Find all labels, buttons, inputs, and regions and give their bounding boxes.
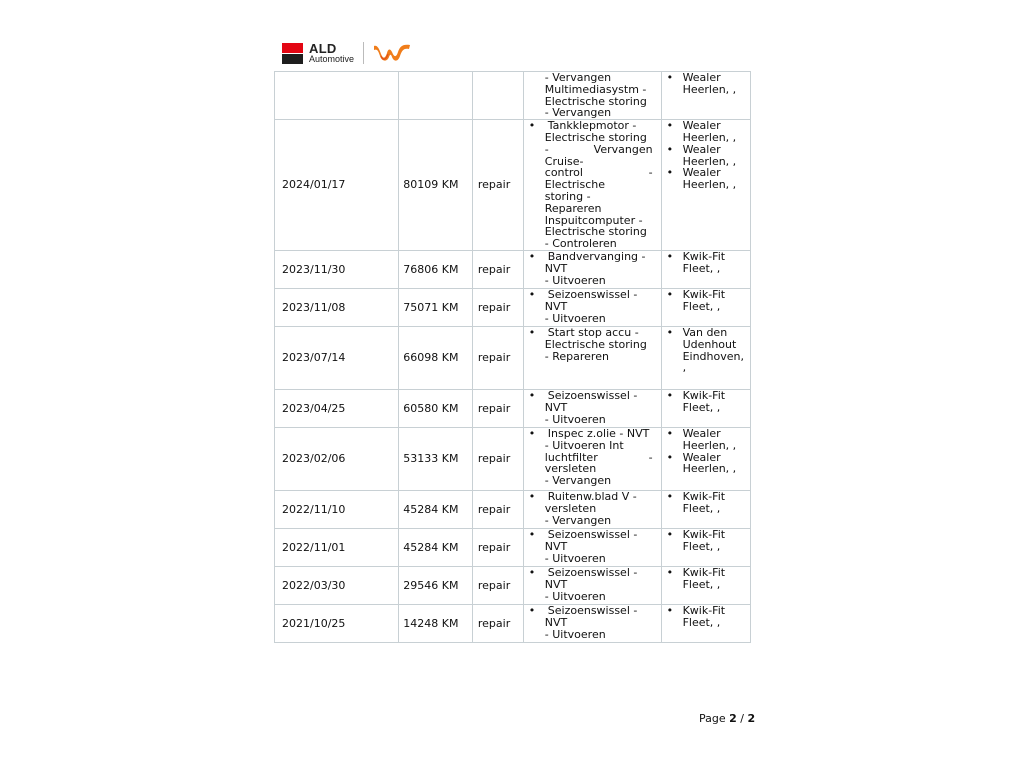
description-line: control - Electrische xyxy=(544,166,653,192)
table-row xyxy=(275,490,751,528)
description-line: NVT xyxy=(544,400,568,414)
description-line: - Uitvoeren xyxy=(544,412,606,426)
cell-workshop xyxy=(661,566,750,604)
cell-description xyxy=(523,326,661,389)
workshop-list xyxy=(667,120,744,191)
cell-type: repair xyxy=(472,288,523,326)
description-line: • Seizoenswissel - xyxy=(547,287,638,301)
description-list xyxy=(529,120,653,250)
description-item xyxy=(529,251,653,286)
description-line: • Tankklepmotor - xyxy=(547,119,637,133)
description-line: - Vervangen xyxy=(544,106,612,120)
cell-date: 2022/11/10 xyxy=(275,490,399,528)
description-item xyxy=(529,428,653,487)
cell-description xyxy=(523,427,661,490)
table-row xyxy=(275,250,751,288)
cell-mileage: 76806 KM xyxy=(399,250,473,288)
workshop-list xyxy=(667,251,744,275)
description-line: • Ruitenw.blad V - xyxy=(547,489,637,503)
cell-workshop xyxy=(661,250,750,288)
description-line: Inspuitcomputer - xyxy=(544,213,643,227)
cell-description xyxy=(523,566,661,604)
description-list xyxy=(529,567,653,602)
workshop-item: • Kwik-Fit Fleet, , xyxy=(667,491,744,515)
description-line: • Seizoenswissel - xyxy=(547,388,638,402)
table-row xyxy=(275,288,751,326)
description-list xyxy=(529,289,653,324)
w-logo-icon xyxy=(373,42,411,64)
description-item xyxy=(529,289,653,324)
description-line: Electrische storing xyxy=(544,225,647,239)
description-item xyxy=(529,567,653,602)
workshop-item: • Wealer Heerlen, , xyxy=(667,120,744,144)
description-list xyxy=(529,390,653,425)
workshop-item: • Van den Udenhout Eindhoven, , xyxy=(667,327,744,374)
cell-type: repair xyxy=(472,604,523,642)
cell-type: repair xyxy=(472,250,523,288)
cell-date: 2023/11/30 xyxy=(275,250,399,288)
workshop-item: • Wealer Heerlen, , xyxy=(667,167,744,191)
cell-type: repair xyxy=(472,528,523,566)
description-list xyxy=(529,605,653,640)
workshop-list xyxy=(667,327,744,374)
description-line: Electrische storing xyxy=(544,94,647,108)
workshop-list xyxy=(667,605,744,629)
cell-type: repair xyxy=(472,427,523,490)
workshop-list xyxy=(667,491,744,515)
page-indicator xyxy=(699,712,755,725)
description-line: Repareren xyxy=(544,201,602,215)
cell-description xyxy=(523,120,661,251)
workshop-item: • Kwik-Fit Fleet, , xyxy=(667,251,744,275)
description-line: - Uitvoeren Int xyxy=(544,438,624,452)
ald-brand-sub: Automotive xyxy=(309,54,355,64)
cell-workshop xyxy=(661,120,750,251)
ald-logo-text xyxy=(309,42,354,64)
description-line: • Seizoenswissel - xyxy=(547,527,638,541)
maintenance-history-table xyxy=(274,71,751,643)
cell-workshop xyxy=(661,72,750,120)
description-line: luchtfilter - versleten xyxy=(544,450,653,476)
cell-date: 2023/02/06 xyxy=(275,427,399,490)
cell-type: repair xyxy=(472,389,523,427)
description-line: NVT xyxy=(544,299,568,313)
description-line: Electrische storing xyxy=(544,337,647,351)
cell-description xyxy=(523,528,661,566)
cell-date: 2024/01/17 xyxy=(275,120,399,251)
table-row xyxy=(275,566,751,604)
cell-mileage: 45284 KM xyxy=(399,528,473,566)
description-line: - Uitvoeren xyxy=(544,551,606,565)
description-line: storing - xyxy=(544,189,591,203)
cell-workshop xyxy=(661,490,750,528)
cell-workshop xyxy=(661,326,750,389)
description-line: • Bandvervanging - xyxy=(547,249,646,263)
workshop-list xyxy=(667,529,744,553)
description-item xyxy=(529,491,653,526)
description-list xyxy=(529,428,653,487)
cell-description xyxy=(523,72,661,120)
workshop-list xyxy=(667,72,744,96)
cell-type: repair xyxy=(472,490,523,528)
description-line: - Vervangen xyxy=(544,513,612,527)
cell-mileage: 60580 KM xyxy=(399,389,473,427)
cell-mileage: 66098 KM xyxy=(399,326,473,389)
table-row xyxy=(275,389,751,427)
header-logos xyxy=(282,41,411,65)
description-line: NVT xyxy=(544,539,568,553)
workshop-item: • Kwik-Fit Fleet, , xyxy=(667,390,744,414)
workshop-item: • Wealer Heerlen, , xyxy=(667,452,744,476)
description-item xyxy=(529,327,653,362)
workshop-list xyxy=(667,390,744,414)
description-item xyxy=(529,390,653,425)
workshop-item: • Kwik-Fit Fleet, , xyxy=(667,529,744,553)
cell-mileage: 80109 KM xyxy=(399,120,473,251)
cell-date: 2023/04/25 xyxy=(275,389,399,427)
cell-mileage: 75071 KM xyxy=(399,288,473,326)
workshop-item: • Wealer Heerlen, , xyxy=(667,428,744,452)
ald-brand-name: ALD xyxy=(309,41,337,56)
description-line: versleten xyxy=(544,501,597,515)
cell-type: repair xyxy=(472,326,523,389)
workshop-list xyxy=(667,289,744,313)
description-line: - Vervangen xyxy=(544,474,612,488)
logo-divider xyxy=(363,42,364,64)
description-list xyxy=(529,491,653,526)
cell-mileage: 14248 KM xyxy=(399,604,473,642)
cell-date xyxy=(275,72,399,120)
cell-description xyxy=(523,604,661,642)
current-page: 2 xyxy=(729,712,737,725)
description-line: NVT xyxy=(544,261,568,275)
description-line: • Inspec z.olie - NVT xyxy=(547,426,650,440)
cell-description xyxy=(523,490,661,528)
table-row xyxy=(275,604,751,642)
description-line: NVT xyxy=(544,615,568,629)
description-list xyxy=(529,327,653,362)
description-line: - Uitvoeren xyxy=(544,273,606,287)
cell-mileage: 29546 KM xyxy=(399,566,473,604)
workshop-item: • Kwik-Fit Fleet, , xyxy=(667,605,744,629)
description-line: NVT xyxy=(544,577,568,591)
cell-type: repair xyxy=(472,566,523,604)
cell-workshop xyxy=(661,604,750,642)
workshop-list xyxy=(667,428,744,475)
workshop-item: • Wealer Heerlen, , xyxy=(667,72,744,96)
description-line: - Vervangen xyxy=(544,71,612,84)
table-row xyxy=(275,72,751,120)
workshop-item: • Kwik-Fit Fleet, , xyxy=(667,289,744,313)
cell-date: 2023/07/14 xyxy=(275,326,399,389)
cell-type xyxy=(472,72,523,120)
workshop-list xyxy=(667,567,744,591)
description-line: • Seizoenswissel - xyxy=(547,603,638,617)
cell-workshop xyxy=(661,288,750,326)
description-line: - Uitvoeren xyxy=(544,627,606,641)
table-row xyxy=(275,326,751,389)
cell-workshop xyxy=(661,389,750,427)
description-item xyxy=(529,120,653,250)
cell-workshop xyxy=(661,528,750,566)
description-line: - Uitvoeren xyxy=(544,311,606,325)
description-list xyxy=(529,251,653,286)
table-row xyxy=(275,427,751,490)
description-line: Electrische storing xyxy=(544,130,647,144)
workshop-item: • Wealer Heerlen, , xyxy=(667,144,744,168)
description-list xyxy=(529,529,653,564)
table-row xyxy=(275,120,751,251)
total-pages: 2 xyxy=(747,712,756,725)
description-line: • Start stop accu - xyxy=(547,325,639,339)
cell-date: 2021/10/25 xyxy=(275,604,399,642)
description-line: - Repareren xyxy=(544,349,609,363)
cell-date: 2022/11/01 xyxy=(275,528,399,566)
page-label: Page xyxy=(699,712,726,725)
cell-mileage: 45284 KM xyxy=(399,490,473,528)
page-separator: / xyxy=(740,712,745,725)
cell-description xyxy=(523,250,661,288)
ald-logo-icon xyxy=(282,43,303,64)
cell-workshop xyxy=(661,427,750,490)
description-line: - Vervangen Cruise- xyxy=(544,142,653,168)
cell-mileage: 53133 KM xyxy=(399,427,473,490)
description-line: - Uitvoeren xyxy=(544,589,606,603)
cell-type: repair xyxy=(472,120,523,251)
description-line: Multimediasystm - xyxy=(544,82,647,96)
description-item xyxy=(529,529,653,564)
description-line: - Controleren xyxy=(544,237,617,251)
cell-date: 2022/03/30 xyxy=(275,566,399,604)
description-item xyxy=(529,605,653,640)
table-row xyxy=(275,528,751,566)
cell-date: 2023/11/08 xyxy=(275,288,399,326)
cell-description xyxy=(523,288,661,326)
cell-description xyxy=(523,389,661,427)
cell-mileage xyxy=(399,72,473,120)
description-line: • Seizoenswissel - xyxy=(547,565,638,579)
workshop-item: • Kwik-Fit Fleet, , xyxy=(667,567,744,591)
